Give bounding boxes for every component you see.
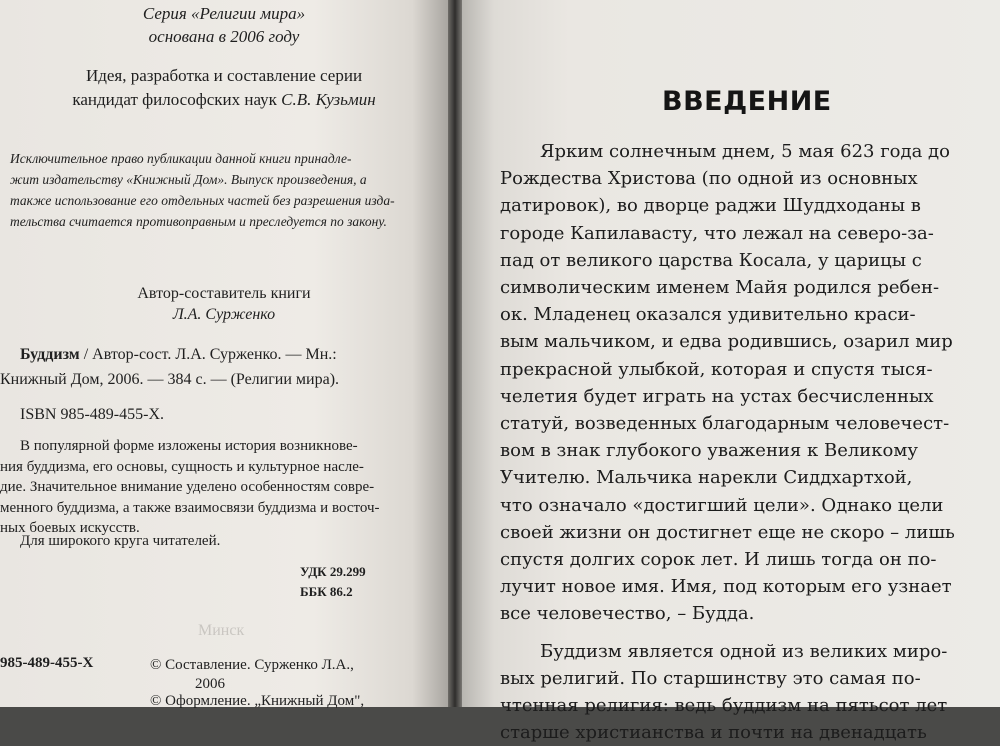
author-name: Л.А. Сурженко	[172, 306, 276, 323]
text-line: статуй, возведенных благодарным человечест-	[500, 413, 950, 435]
text-line: своей жизни он достигнет еще не скоро – лишь	[500, 521, 955, 543]
text-line: старше христианства и почти на двенадцать	[500, 722, 927, 744]
text-line: символическим именем Майя родился ребен-	[500, 277, 940, 299]
text-line: Рождества Христова (по одной из основных	[500, 168, 918, 190]
text-line: вых религий. По старшинству это самая по-	[500, 667, 921, 689]
imprint-page	[0, 0, 448, 707]
text-line: пад от великого царства Косала, у царицы с	[500, 249, 922, 271]
copyright-compilation: © Составление. Сурженко Л.А.,	[150, 657, 354, 673]
abstract-line: ния буддизма, его основы, сущность и культурное насле-	[0, 458, 364, 475]
abstract	[0, 436, 440, 539]
text-line: прекрасной улыбкой, которая и спустя тыся-	[500, 358, 933, 380]
abstract-line: менного буддизма, а также взаимосвязи буддизма и восточ-	[0, 499, 380, 516]
abstract-line: ных боевых искусств.	[0, 520, 140, 536]
book-gutter	[448, 0, 462, 707]
text-line: все человечество, – Будда.	[500, 603, 755, 625]
text-line: датировок), во дворце раджи Шуддходаны в	[500, 195, 921, 217]
copyright-year: 2006	[195, 676, 225, 692]
introduction-page	[462, 0, 1000, 744]
text-line: Буддизм является одной из великих миро-	[540, 640, 948, 662]
text-line: чтенная религия: ведь буддизм на пятьсот лет	[500, 695, 948, 717]
chapter-heading: ВВЕДЕНИЕ	[662, 86, 832, 117]
audience: Для широкого круга читателей.	[20, 533, 221, 549]
editor-credential: кандидат философских наук	[72, 90, 282, 109]
abstract-line: дие. Значительное внимание уделено особенностям совре-	[0, 479, 375, 495]
text-line: ок. Младенец оказался удивительно краси-	[500, 304, 916, 326]
text-line: вом в знак глубокого уважения к Великому	[500, 440, 918, 462]
isbn: ISBN 985-489-455-X.	[20, 406, 164, 423]
book-title: Буддизм	[20, 346, 80, 363]
introduction-text	[500, 138, 1000, 746]
text-line: спустя долгих сорок лет. И лишь тогда он по-	[500, 549, 937, 571]
rights-notice	[10, 148, 410, 232]
text-line: лучит новое имя. Имя, под которым его узнает	[500, 576, 952, 598]
isbn-bottom: 985-489-455-Х	[0, 655, 94, 671]
editor-name: С.В. Кузьмин	[281, 90, 376, 109]
copyright-design: © Оформление. „Книжный Дом",	[150, 693, 365, 709]
bibliographic-rest: / Автор-сост. Л.А. Сурженко. — Мн.:	[79, 346, 337, 363]
text-line: городе Капилавасту, что лежал на северо-за-	[500, 222, 934, 244]
text-line: челетия будет играть на устах бесчисленных	[500, 385, 934, 407]
series-editor-line	[0, 90, 448, 110]
bibliographic-line-2: Книжный Дом, 2006. — 384 с. — (Религии мира).	[0, 371, 340, 388]
rights-line: тельства считается противоправным и преследуется по закону.	[10, 214, 387, 229]
author-label: Автор-составитель книги	[137, 285, 311, 302]
udk-code: УДК 29.299	[300, 564, 366, 579]
text-line: Учителю. Мальчика нарекли Сиддхартхой,	[500, 467, 913, 489]
paragraph-gap	[500, 628, 1000, 638]
rights-line: также использование его отдельных частей без разрешения изда-	[10, 193, 395, 208]
text-line: вым мальчиком, и едва родившись, озарил мир	[500, 331, 953, 353]
series-founded: основана в 2006 году	[148, 27, 300, 46]
bibliographic-line-1	[20, 346, 337, 364]
rights-line: Исключительное право публикации данной книги принадле-	[10, 151, 352, 166]
bbk-code: ББК 86.2	[300, 584, 353, 599]
text-line: Ярким солнечным днем, 5 мая 623 года до	[540, 141, 950, 162]
text-line: что означало «достигший цели». Однако цели	[500, 494, 944, 516]
series-name: Серия «Религии мира»	[142, 4, 306, 23]
abstract-line: В популярной форме изложены история возникнове-	[20, 438, 358, 454]
faded-city-text: Минск	[198, 622, 245, 639]
rights-line: жит издательству «Книжный Дом». Выпуск произведения, а	[10, 172, 367, 187]
series-idea-line: Идея, разработка и составление серии	[85, 66, 363, 85]
